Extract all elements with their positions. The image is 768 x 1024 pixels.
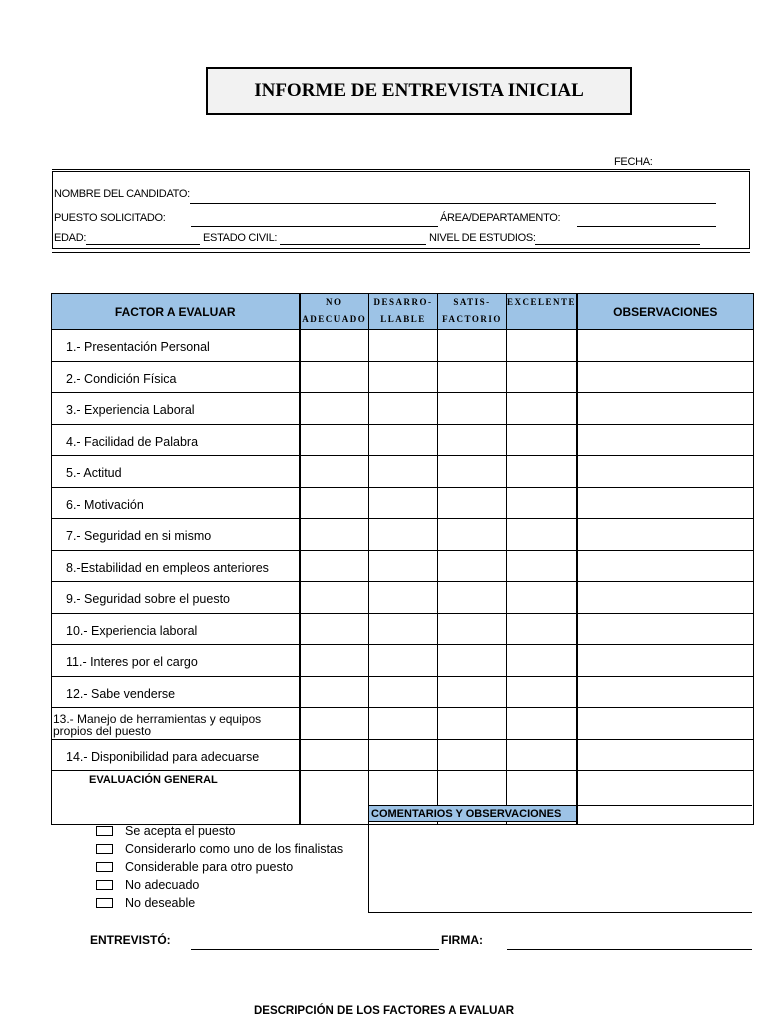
area-label: ÁREA/DEPARTAMENTO:	[440, 212, 561, 224]
observaciones-cell[interactable]	[577, 550, 754, 582]
observaciones-cell[interactable]	[577, 487, 754, 519]
table-row	[52, 393, 754, 425]
estado-civil-field[interactable]	[280, 244, 426, 245]
option-no-deseable[interactable]	[96, 896, 195, 910]
desarrollable-line1: DESARRO-	[373, 297, 433, 307]
table-row	[52, 676, 754, 708]
firma-label: FIRMA:	[441, 933, 483, 947]
satisfactorio-cell[interactable]	[438, 739, 507, 771]
factor-label: 12.- Sabe venderse	[52, 676, 300, 708]
document-title	[206, 67, 632, 115]
excelente-cell[interactable]	[507, 645, 577, 677]
table-row	[52, 708, 754, 740]
satisfactorio-cell[interactable]	[438, 613, 507, 645]
satisfactorio-header	[438, 294, 507, 330]
edad-field[interactable]	[86, 244, 200, 245]
table-row	[52, 424, 754, 456]
observaciones-cell[interactable]	[577, 739, 754, 771]
excelente-cell[interactable]	[507, 424, 577, 456]
entrevisto-label: ENTREVISTÓ:	[90, 933, 171, 947]
table-row	[52, 550, 754, 582]
desarrollable-cell[interactable]	[369, 550, 438, 582]
factor-label: 10.- Experiencia laboral	[52, 613, 300, 645]
satisfactorio-cell[interactable]	[438, 424, 507, 456]
no-adecuado-cell[interactable]	[300, 424, 369, 456]
area-field[interactable]	[577, 226, 716, 227]
excelente-cell[interactable]	[507, 487, 577, 519]
factor-label: 6.- Motivación	[52, 487, 300, 519]
factor-label: 4.- Facilidad de Palabra	[52, 424, 300, 456]
desarrollable-cell[interactable]	[369, 582, 438, 614]
desarrollable-cell[interactable]	[369, 519, 438, 551]
no-adecuado-cell[interactable]	[300, 487, 369, 519]
no-adecuado-cell[interactable]	[300, 393, 369, 425]
observaciones-cell[interactable]	[577, 582, 754, 614]
entrevisto-field[interactable]	[191, 949, 439, 950]
edad-label: EDAD:	[54, 232, 87, 244]
no-adecuado-cell[interactable]	[300, 613, 369, 645]
no-adecuado-header	[300, 294, 369, 330]
table-row	[52, 645, 754, 677]
excelente-cell[interactable]	[507, 330, 577, 362]
factor-label: 14.- Disponibilidad para adecuarse	[52, 739, 300, 771]
table-row	[52, 613, 754, 645]
option-se-acepta[interactable]	[96, 824, 236, 838]
excelente-cell[interactable]	[507, 739, 577, 771]
table-row	[52, 519, 754, 551]
option-label: No deseable	[125, 896, 196, 910]
no-adecuado-cell[interactable]	[300, 676, 369, 708]
observaciones-cell[interactable]	[577, 330, 754, 362]
factor-header: FACTOR A EVALUAR	[52, 294, 300, 330]
table-row	[52, 582, 754, 614]
observaciones-cell[interactable]	[577, 708, 754, 740]
observaciones-cell[interactable]	[577, 424, 754, 456]
factor-label: 11.- Interes por el cargo	[52, 645, 300, 677]
candidate-info-box	[52, 171, 750, 249]
observaciones-cell[interactable]	[577, 645, 754, 677]
fecha-label: FECHA:	[614, 156, 653, 168]
observaciones-cell[interactable]	[577, 613, 754, 645]
checkbox[interactable]	[96, 826, 113, 836]
no-adecuado-cell[interactable]	[300, 456, 369, 488]
nivel-estudios-label: NIVEL DE ESTUDIOS:	[429, 232, 536, 244]
satisfactorio-cell[interactable]	[438, 487, 507, 519]
factors-description-heading: DESCRIPCIÓN DE LOS FACTORES A EVALUAR	[253, 1005, 515, 1017]
satisfactorio-cell[interactable]	[438, 676, 507, 708]
excelente-cell[interactable]	[507, 456, 577, 488]
observaciones-cell[interactable]	[577, 676, 754, 708]
desarrollable-line2: LLABLE	[380, 314, 426, 324]
excelente-cell[interactable]	[507, 519, 577, 551]
factor-label: 3.- Experiencia Laboral	[52, 393, 300, 425]
factor-label: 1.- Presentación Personal	[52, 330, 300, 362]
no-adecuado-cell[interactable]	[300, 771, 369, 825]
table-row	[52, 361, 754, 393]
no-adecuado-cell[interactable]	[300, 739, 369, 771]
table-header-row	[52, 294, 754, 330]
desarrollable-cell[interactable]	[369, 487, 438, 519]
no-adecuado-cell[interactable]	[300, 708, 369, 740]
factor-label: 9.- Seguridad sobre el puesto	[52, 582, 300, 614]
factor-label: 5.- Actitud	[52, 456, 300, 488]
estado-civil-label: ESTADO CIVIL:	[203, 232, 278, 244]
desarrollable-cell[interactable]	[369, 456, 438, 488]
satisfactorio-cell[interactable]	[438, 550, 507, 582]
desarrollable-cell[interactable]	[369, 613, 438, 645]
desarrollable-header	[369, 294, 438, 330]
observaciones-cell[interactable]	[577, 393, 754, 425]
desarrollable-cell[interactable]	[369, 676, 438, 708]
table-row	[52, 456, 754, 488]
observaciones-cell[interactable]	[577, 456, 754, 488]
option-label: Considerable para otro puesto	[125, 860, 294, 874]
satisfactorio-cell[interactable]	[438, 330, 507, 362]
satisfactorio-cell[interactable]	[438, 582, 507, 614]
no-adecuado-line1: NO	[326, 297, 343, 307]
no-adecuado-cell[interactable]	[300, 550, 369, 582]
general-evaluation-label: EVALUACIÓN GENERAL	[52, 771, 300, 825]
desarrollable-cell[interactable]	[369, 424, 438, 456]
excelente-cell[interactable]	[507, 550, 577, 582]
satisfactorio-cell[interactable]	[438, 519, 507, 551]
excelente-cell[interactable]	[507, 613, 577, 645]
excelente-cell[interactable]	[507, 361, 577, 393]
excelente-cell[interactable]	[507, 676, 577, 708]
checkbox[interactable]	[96, 898, 113, 908]
title-text: INFORME DE ENTREVISTA INICIAL	[254, 80, 584, 101]
satisfactorio-cell[interactable]	[438, 361, 507, 393]
excelente-cell[interactable]	[507, 582, 577, 614]
checkbox[interactable]	[96, 880, 113, 890]
option-otro-puesto[interactable]	[96, 860, 293, 874]
checkbox[interactable]	[96, 862, 113, 872]
satisfactorio-line2: FACTORIO	[442, 314, 502, 324]
observaciones-cell[interactable]	[577, 519, 754, 551]
table-row	[52, 330, 754, 362]
desarrollable-cell[interactable]	[369, 645, 438, 677]
desarrollable-cell[interactable]	[369, 393, 438, 425]
evaluation-table	[51, 293, 754, 825]
factor-label: 7.- Seguridad en si mismo	[52, 519, 300, 551]
desarrollable-cell[interactable]	[369, 361, 438, 393]
comments-header: COMENTARIOS Y OBSERVACIONES	[369, 806, 577, 822]
desarrollable-cell[interactable]	[369, 330, 438, 362]
nombre-field[interactable]	[190, 203, 716, 204]
no-adecuado-line2: ADECUADO	[302, 314, 367, 324]
nombre-label: NOMBRE DEL CANDIDATO:	[54, 188, 190, 200]
no-adecuado-cell[interactable]	[300, 361, 369, 393]
factor-label: 2.- Condición Física	[52, 361, 300, 393]
no-adecuado-cell[interactable]	[300, 330, 369, 362]
excelente-cell[interactable]	[507, 393, 577, 425]
table-row	[52, 487, 754, 519]
satisfactorio-cell[interactable]	[438, 393, 507, 425]
observaciones-header: OBSERVACIONES	[577, 294, 754, 330]
excelente-header: EXCELENTE	[507, 294, 577, 330]
satisfactorio-line1: SATIS-	[453, 297, 491, 307]
option-label: Considerarlo como uno de los finalistas	[125, 842, 344, 856]
satisfactorio-cell[interactable]	[438, 708, 507, 740]
firma-field[interactable]	[507, 949, 752, 950]
option-label: No adecuado	[125, 878, 200, 892]
checkbox[interactable]	[96, 844, 113, 854]
no-adecuado-cell[interactable]	[300, 519, 369, 551]
no-adecuado-cell[interactable]	[300, 645, 369, 677]
factor-label: 13.- Manejo de herramientas y equipos propios del puesto	[52, 708, 300, 740]
factor-label: 8.-Estabilidad en empleos anteriores	[52, 550, 300, 582]
desarrollable-cell[interactable]	[369, 739, 438, 771]
excelente-cell[interactable]	[507, 708, 577, 740]
observaciones-cell[interactable]	[577, 361, 754, 393]
nivel-estudios-field[interactable]	[535, 244, 700, 245]
option-finalistas[interactable]	[96, 842, 343, 856]
no-adecuado-cell[interactable]	[300, 582, 369, 614]
desarrollable-cell[interactable]	[369, 708, 438, 740]
comments-box[interactable]	[368, 805, 752, 913]
table-row	[52, 739, 754, 771]
puesto-field[interactable]	[191, 226, 438, 227]
satisfactorio-cell[interactable]	[438, 645, 507, 677]
satisfactorio-cell[interactable]	[438, 456, 507, 488]
option-no-adecuado[interactable]	[96, 878, 199, 892]
puesto-label: PUESTO SOLICITADO:	[54, 212, 166, 224]
option-label: Se acepta el puesto	[125, 824, 236, 838]
